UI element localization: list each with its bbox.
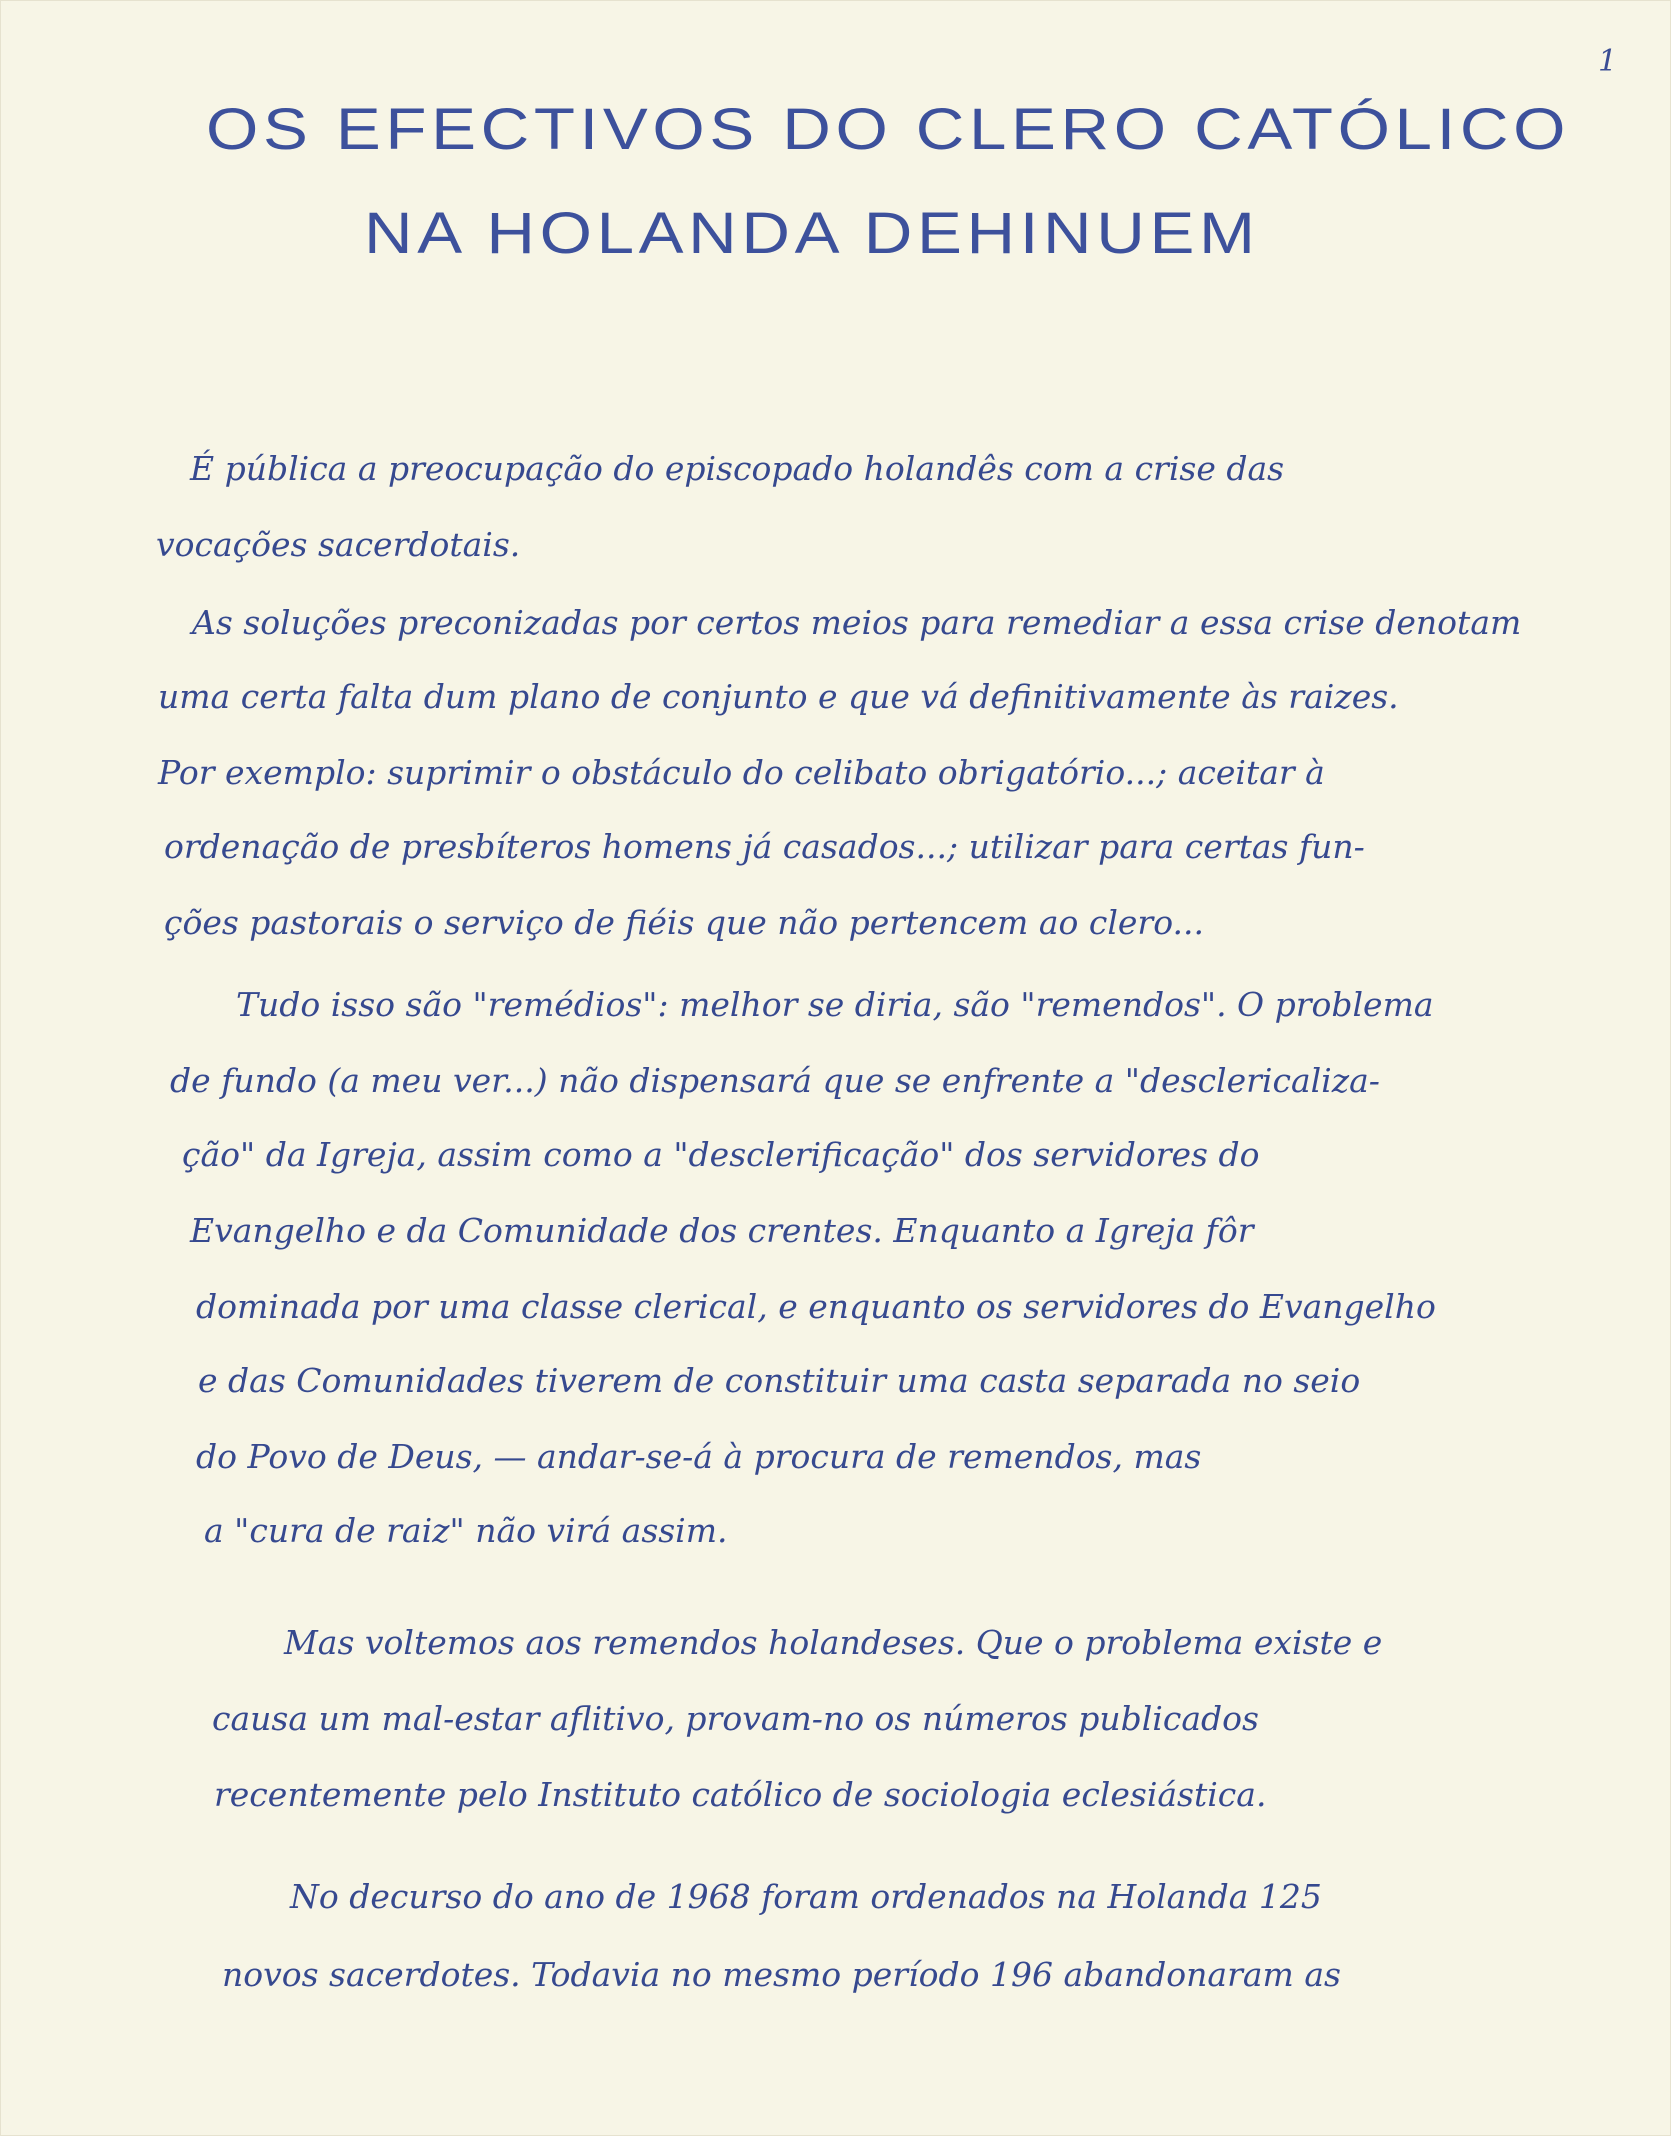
text-line: Evangelho e da Comunidade dos crentes. Enquanto a Igreja fôr xyxy=(190,1211,1254,1250)
text-line: Tudo isso são "remédios": melhor se diria, são "remendos". O problema xyxy=(236,985,1434,1024)
text-line: ção" da Igreja, assim como a "desclerificação" dos servidores do xyxy=(182,1135,1260,1174)
text-line: causa um mal-estar aflitivo, provam-no os números publicados xyxy=(212,1699,1259,1738)
text-line: recentemente pelo Instituto católico de sociologia eclesiástica. xyxy=(214,1775,1267,1814)
text-line: a "cura de raiz" não virá assim. xyxy=(204,1511,728,1550)
text-line: dominada por uma classe clerical, e enquanto os servidores do Evangelho xyxy=(196,1287,1436,1326)
text-line: No decurso do ano de 1968 foram ordenados na Holanda 125 xyxy=(290,1877,1322,1916)
text-line: ções pastorais o serviço de fiéis que não pertencem ao clero... xyxy=(164,903,1204,942)
text-line: As soluções preconizadas por certos meios para remediar a essa crise denotam xyxy=(192,603,1522,642)
text-line: vocações sacerdotais. xyxy=(156,525,521,564)
text-line: É pública a preocupação do episcopado holandês com a crise das xyxy=(190,449,1285,488)
text-line: e das Comunidades tiverem de constituir uma casta separada no seio xyxy=(198,1361,1361,1400)
text-line: de fundo (a meu ver...) não dispensará que se enfrente a "desclericaliza- xyxy=(170,1061,1380,1100)
text-line: Mas voltemos aos remendos holandeses. Que o problema existe e xyxy=(284,1623,1383,1662)
text-line: do Povo de Deus, — andar-se-á à procura de remendos, mas xyxy=(196,1437,1202,1476)
page-title-line-2: NA HOLANDA DEHINUEM xyxy=(364,201,1260,266)
text-line: ordenação de presbíteros homens já casados...; utilizar para certas fun- xyxy=(164,827,1365,866)
text-line: novos sacerdotes. Todavia no mesmo período 196 abandonaram as xyxy=(222,1955,1341,1994)
page-number: 1 xyxy=(1598,44,1618,79)
text-line: Por exemplo: suprimir o obstáculo do celibato obrigatório...; aceitar à xyxy=(158,753,1325,792)
text-line: uma certa falta dum plano de conjunto e que vá definitivamente às raizes. xyxy=(158,677,1399,716)
page-title-line-1: OS EFECTIVOS DO CLERO CATÓLICO xyxy=(206,97,1571,162)
